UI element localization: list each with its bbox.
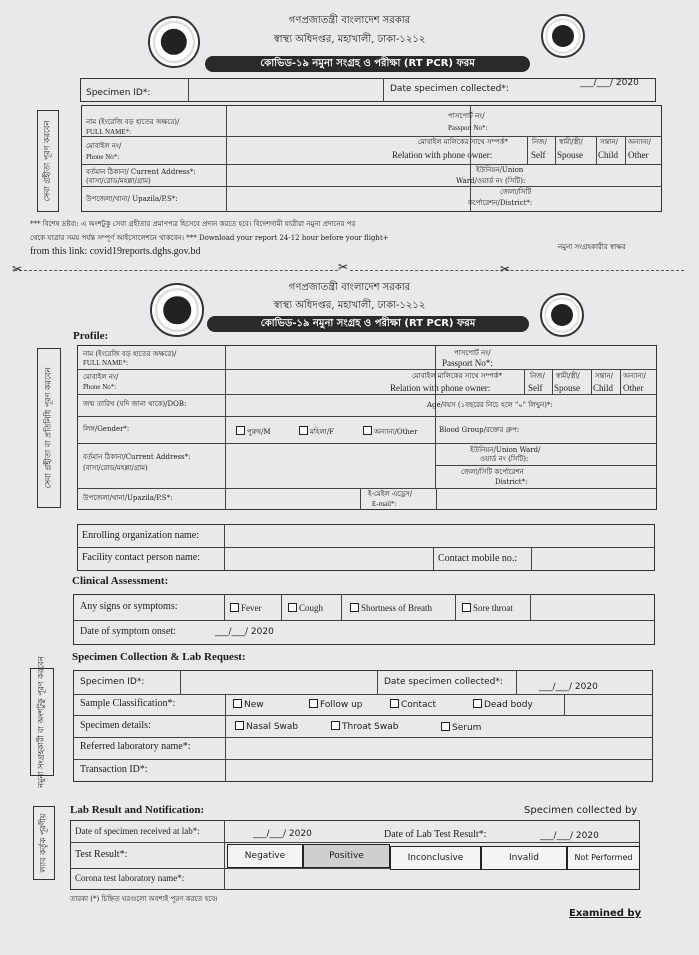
signs-label: Any signs or symptoms: — [80, 601, 178, 612]
serum-option[interactable]: Serum — [441, 722, 481, 733]
passport-label-main: পাসপোর্ট নং/ — [454, 349, 491, 357]
result-negative[interactable]: Negative — [227, 844, 303, 868]
scissors-icon-mid: ✂ — [338, 260, 349, 274]
address-label-top: বর্তমান ঠিকানা/ Current Address*: — [86, 168, 196, 176]
district-bn-label-main: জেলা/সিটি কর্পোরেশন — [461, 468, 524, 476]
union-label-main: ইউনিয়ন/Union Ward/ — [470, 446, 541, 454]
sore-throat-checkbox[interactable] — [462, 603, 471, 612]
clinical-heading: Clinical Assessment: — [72, 575, 169, 587]
mobile-owner-label-top: মোবাইল মালিকের সাথে সম্পর্ক* — [418, 138, 509, 146]
rel-other-main[interactable]: Other — [623, 383, 644, 393]
note-line2: থেকে যাত্রার সময় পর্যন্ত সম্পূর্ণ আইসোলেশনে থাকবেন। *** Download your report 24-12 hour before your flight+ — [30, 234, 389, 242]
address2-label-top: (বাসা/রোড/মহল্লা/গ্রাম) — [86, 177, 151, 185]
mobile-en-label-top: Phone No*: — [86, 153, 120, 161]
male-checkbox[interactable] — [236, 426, 245, 435]
specimen-id-label-top: Specimen ID*: — [86, 88, 151, 98]
new-checkbox[interactable] — [233, 699, 242, 708]
footnote: তারকা (*) চিহ্নিত ঘরগুলো অবশ্যই পূরণ করতে হবে। — [70, 895, 218, 903]
address-label-main: বর্তমান ঠিকানা/Current Address*: — [83, 453, 191, 461]
specimen-id-label-main: Specimen ID*: — [80, 677, 145, 687]
name-en-label-top: FULL NAME*: — [86, 128, 132, 136]
follow-up-checkbox[interactable] — [309, 699, 318, 708]
rel-other-bn-main: অন্যান্য/ — [623, 372, 646, 380]
rel-child-bn-main: সন্তান/ — [595, 372, 614, 380]
name-en-label-main: FULL NAME*: — [83, 359, 129, 367]
rel-other-bn-top: অন্যান্য/ — [628, 138, 651, 146]
other-checkbox[interactable] — [363, 426, 372, 435]
fever-checkbox[interactable] — [230, 603, 239, 612]
dept-title-main: স্বাস্থ্য অধিদপ্তর, মহাখালী, ঢাকা-১২১২ — [273, 300, 426, 311]
form-banner-main: কোভিড-১৯ নমুনা সংগ্রহ ও পরীক্ষা (RT PCR) ফরম — [207, 316, 529, 332]
dob-label: জন্ম তারিখ (যদি জানা থাকে)/DOB: — [83, 400, 187, 408]
blood-group-label: Blood Group/রক্তের গ্রুপ: — [439, 426, 520, 434]
mobile-owner-label-main: মোবাইল মালিকের সাথে সম্পর্ক* — [412, 372, 503, 380]
enrolling-label: Enrolling organization name: — [82, 530, 200, 541]
test-date-value[interactable]: ___/___/ 2020 — [540, 831, 599, 841]
upazila-label-main: উপজেলা/থানা/Upazila/P.S*: — [83, 494, 173, 502]
gender-other-option[interactable]: অন্যান্য/Other — [363, 426, 417, 436]
cough-checkbox[interactable] — [288, 603, 297, 612]
contact-mobile-label: Contact mobile no.: — [438, 553, 518, 564]
passport-en-label-main: Passport No*: — [442, 358, 493, 368]
rel-self-main[interactable]: Self — [528, 383, 543, 393]
rel-spouse-main[interactable]: Spouse — [554, 383, 581, 393]
date-collected-label-top: Date specimen collected*: — [390, 84, 509, 94]
corona-lab-label: Corona test laboratory name*: — [75, 873, 185, 883]
passport-en-label-top: Passport No*: — [448, 124, 488, 132]
email-label: E-mail*: — [372, 500, 397, 508]
mobile-label-top: মোবাইল নং/ — [86, 142, 122, 150]
form-banner-top: কোভিড-১৯ নমুনা সংগ্রহ ও পরীক্ষা (RT PCR) ফরম — [205, 56, 530, 72]
passport-label-top: পাসপোর্ট নং/ — [448, 112, 485, 120]
side-label-profile: সেবা গ্রহীতা বা প্রতিনিধি পূরণ করবেন — [37, 348, 61, 508]
received-value[interactable]: ___/___/ 2020 — [253, 829, 312, 839]
onset-value[interactable]: ___/___/ 2020 — [215, 627, 274, 637]
govt-title-main: গণপ্রজাতন্ত্রী বাংলাদেশ সরকার — [288, 282, 411, 293]
relation-label-top: Relation with phone owner: — [392, 150, 493, 160]
ward-label-main: ওয়ার্ড নং (সিটি): — [480, 455, 529, 463]
contact-checkbox[interactable] — [390, 699, 399, 708]
follow-up-option[interactable]: Follow up — [309, 699, 363, 710]
date-collected-value-top[interactable]: ___/___/ 2020 — [580, 78, 639, 88]
result-positive[interactable]: Positive — [303, 844, 390, 868]
gender-female-option[interactable]: মহিলা/F — [299, 426, 334, 436]
rel-other-top[interactable]: Other — [628, 150, 649, 160]
scissors-icon-left: ✂ — [12, 262, 23, 276]
sample-class-label: Sample Classification*: — [80, 698, 176, 709]
specimen-heading: Specimen Collection & Lab Request: — [72, 651, 246, 663]
mobile-en-label-main: Phone No*: — [83, 383, 117, 391]
side-label-top: সেবা গ্রহীতা পূরণ করবেন — [37, 110, 59, 212]
dead-body-checkbox[interactable] — [473, 699, 482, 708]
govt-title-top: গণপ্রজাতন্ত্রী বাংলাদেশ সরকার — [288, 15, 411, 26]
name-label-top: নাম (ইংরেজি বড় হাতের অক্ষরে)/ — [86, 118, 180, 126]
female-checkbox[interactable] — [299, 426, 308, 435]
name-label-main: নাম (ইংরেজি বড় হাতের অক্ষরে)/ — [83, 350, 177, 358]
test-result-label: Test Result*: — [75, 849, 128, 860]
txn-label: Transaction ID*: — [80, 764, 148, 775]
new-option[interactable]: New — [233, 699, 264, 710]
rel-child-main[interactable]: Child — [593, 383, 614, 393]
note-line3: from this link: covid19reports.dghs.gov.bd — [30, 246, 201, 257]
ward-label-top: Ward/ওয়ার্ড নং (সিটি): — [456, 177, 526, 185]
district-label-top: কর্পোরেশন/District*: — [468, 199, 533, 207]
collector-sign-label: নমুনা সংগ্রহকারীর স্বাক্ষর — [558, 243, 626, 251]
side-label-specimen: নমুনা সংগ্রহকারী বা অংশটুকু পূরণ করবেন — [30, 668, 54, 776]
note-line1: *** বিশেষ দ্রষ্টব্য: এ অংশটুকু সেবা গ্রহীতার প্রমাণপত্র হিসেবে প্রদান করতে হবে। বিদেশগামী যাত্রীরা নমুনা প্রদানের পর — [30, 220, 356, 228]
nasal-checkbox[interactable] — [235, 721, 244, 730]
date-collected-label-main: Date specimen collected*: — [384, 677, 503, 687]
contact-option[interactable]: Contact — [390, 699, 436, 710]
sob-checkbox[interactable] — [350, 603, 359, 612]
facility-label: Facility contact person name: — [82, 552, 201, 563]
result-invalid[interactable]: Invalid — [481, 846, 567, 870]
test-date-label: Date of Lab Test Result*: — [384, 829, 487, 840]
examined-by: Examined by — [569, 908, 642, 919]
address2-label-main: (বাসা/রোড/মহল্লা/গ্রাম) — [83, 464, 148, 472]
dead-body-option[interactable]: Dead body — [473, 699, 533, 710]
sob-option[interactable]: Shortness of Breath — [350, 603, 432, 612]
rel-self-top[interactable]: Self — [531, 150, 546, 160]
union-label-top: ইউনিয়ন/Union — [476, 166, 524, 174]
mobile-label-main: মোবাইল নং/ — [83, 373, 119, 381]
onset-label: Date of symptom onset: — [80, 626, 176, 637]
rel-child-bn-top: সন্তান/ — [600, 138, 619, 146]
scissors-icon-right: ✂ — [500, 262, 511, 276]
result-not-performed[interactable]: Not Performed — [567, 846, 640, 870]
lab-heading: Lab Result and Notification: — [70, 804, 205, 816]
district-bn-label-top: জেলা/সিটি — [500, 188, 532, 196]
serum-checkbox[interactable] — [441, 722, 450, 731]
email-bn-label: ই-মেইল এড্রেস/ — [368, 490, 413, 498]
rel-self-bn-top: নিজ/ — [532, 138, 547, 146]
result-inconclusive[interactable]: Inconclusive — [390, 846, 481, 870]
date-collected-value-main[interactable]: ___/___/ 2020 — [539, 682, 598, 692]
received-label: Date of specimen received at lab*: — [75, 826, 200, 836]
nasal-option[interactable]: Nasal Swab — [235, 721, 298, 732]
dept-title-top: স্বাস্থ্য অধিদপ্তর, মহাখালী, ঢাকা-১২১২ — [273, 34, 426, 45]
specimen-collected-by: Specimen collected by — [524, 805, 638, 816]
rel-child-top[interactable]: Child — [598, 150, 619, 160]
district-label-main: District*: — [495, 478, 528, 486]
throat-checkbox[interactable] — [331, 721, 340, 730]
rel-self-bn-main: নিজ/ — [530, 372, 545, 380]
age-label: Age/বয়স (১বছরের নিচে হলে "০" লিখুন)*: — [427, 401, 553, 409]
ref-lab-label: Referred laboratory name*: — [80, 741, 191, 752]
throat-option[interactable]: Throat Swab — [331, 721, 398, 732]
cut-line — [14, 270, 684, 271]
spec-details-label: Specimen details: — [80, 720, 151, 731]
upazila-label-top: উপজেলা/থানা/ Upazila/P.S*: — [86, 195, 178, 203]
specimen-id-row-top — [80, 78, 656, 102]
rel-spouse-top[interactable]: Spouse — [557, 150, 584, 160]
rel-spouse-bn-top: স্বামী/স্ত্রী/ — [559, 138, 583, 146]
rel-spouse-bn-main: স্বামী/স্ত্রী/ — [556, 372, 580, 380]
gender-label: লিঙ্গ/Gender*: — [83, 425, 130, 433]
sore-throat-option[interactable]: Sore throat — [462, 603, 513, 612]
fever-option[interactable]: Fever — [230, 603, 262, 612]
side-label-lab: ল্যাব কর্তৃক পূরণীয় — [33, 806, 55, 880]
relation-label-main: Relation with phone owner: — [390, 383, 491, 393]
cough-option[interactable]: Cough — [288, 603, 323, 612]
profile-heading: Profile: — [73, 330, 109, 342]
gender-male-option[interactable]: পুরুষ/M — [236, 426, 271, 436]
